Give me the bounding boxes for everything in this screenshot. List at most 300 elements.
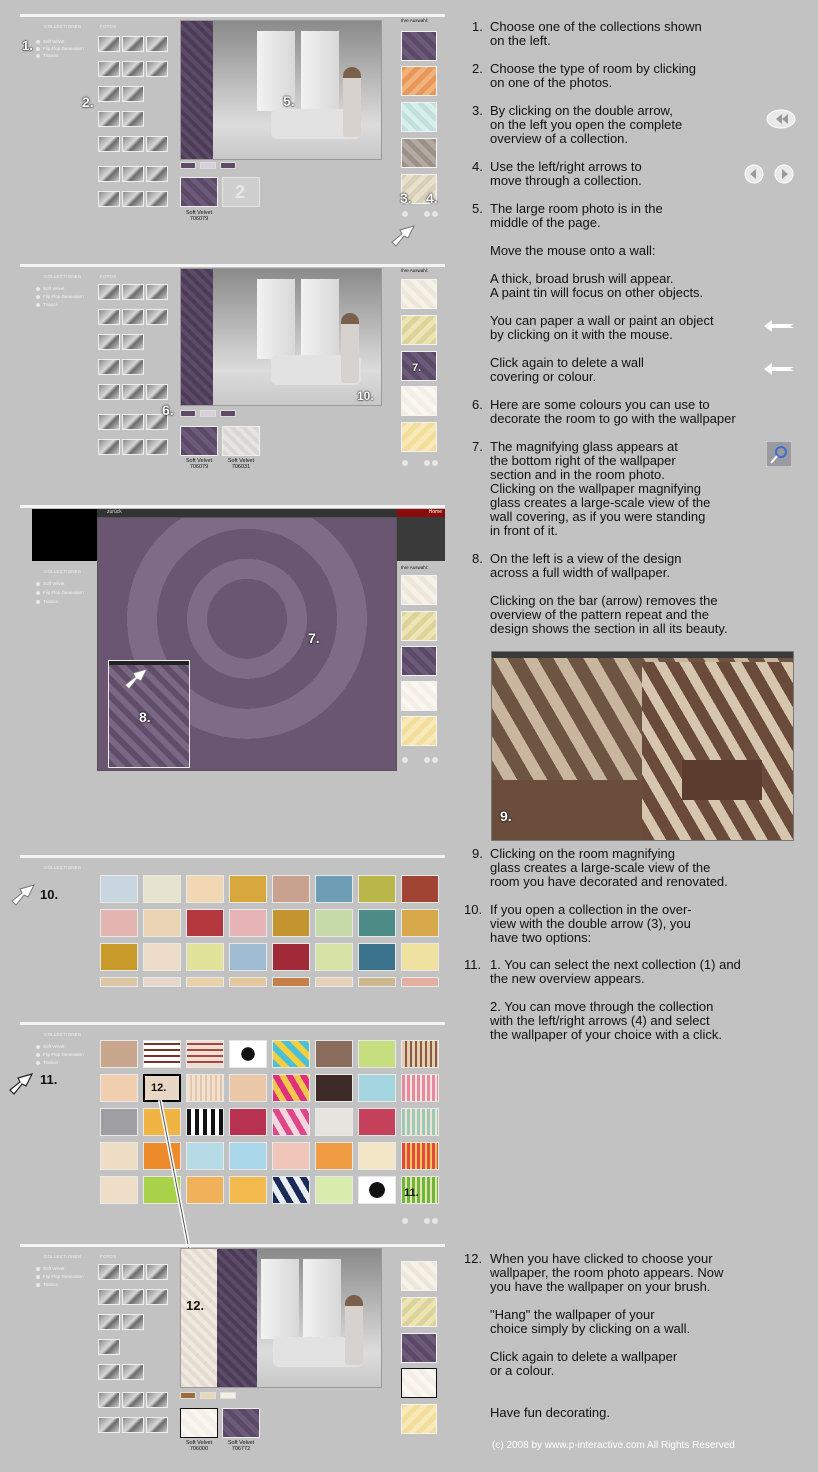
room-thumbnail[interactable] [98, 36, 120, 52]
collection-swatch[interactable] [401, 422, 437, 452]
overview-bar[interactable] [109, 661, 189, 665]
your-selection-header: Ihre Auswahl: [401, 18, 429, 23]
wallpaper-tile[interactable] [315, 943, 353, 971]
nav-item-trianon[interactable]: Trianon [36, 1282, 58, 1287]
step-marker-4: 4. [426, 190, 438, 206]
nav-item-flip-flop[interactable]: Flip Flop Generation [36, 1274, 84, 1279]
room-thumbnail[interactable] [98, 1289, 120, 1305]
selected-wallpaper-swatch[interactable] [222, 426, 260, 456]
wallpaper-wall[interactable] [181, 1249, 217, 1387]
selected-wallpaper-swatch[interactable] [180, 1408, 218, 1438]
swatch-name: Soft Velvet [227, 1440, 255, 1446]
instruction-number: 5. [472, 201, 483, 216]
collection-swatch[interactable] [401, 681, 437, 711]
room-thumbnail[interactable] [122, 86, 144, 102]
collection-swatch[interactable] [401, 31, 437, 61]
room-thumbnail[interactable] [122, 136, 144, 152]
wallpaper-tile[interactable] [401, 875, 439, 903]
room-thumbnail[interactable] [122, 191, 144, 207]
wallpaper-tile[interactable] [401, 943, 439, 971]
step-marker-12: 12. [186, 1298, 205, 1313]
room-thumbnail[interactable] [98, 359, 120, 375]
room-thumbnail[interactable] [122, 111, 144, 127]
wallpaper-tile[interactable] [272, 1176, 310, 1204]
top-rule [20, 1244, 445, 1247]
swatch-name: Soft Velvet [185, 1440, 213, 1446]
swatch-caption [180, 458, 218, 470]
instruction-number: 3. [472, 103, 483, 118]
wallpaper-tile[interactable] [315, 909, 353, 937]
wallpaper-tile[interactable] [100, 1040, 138, 1068]
room-thumbnail[interactable] [146, 1264, 168, 1280]
room-thumbnail[interactable] [146, 191, 168, 207]
arrow-left-icon[interactable] [424, 757, 430, 763]
instruction-number: 8. [472, 551, 483, 566]
instruction-text: By clicking on the double arrow, on the left you open the complete overview of a collection. [490, 103, 683, 146]
empty-swatch-slot [222, 177, 260, 207]
wallpaper-tile[interactable] [100, 1176, 138, 1204]
instruction-number: 7. [472, 439, 483, 454]
room-thumbnail[interactable] [146, 384, 168, 400]
color-chip[interactable] [180, 162, 196, 169]
step-marker-5: 5. [283, 93, 295, 109]
wallpaper-tile[interactable] [143, 909, 181, 937]
swatch-caption [180, 1440, 218, 1452]
wallpaper-tile[interactable] [100, 1074, 138, 1102]
room-thumbnail[interactable] [122, 1392, 144, 1408]
double-arrow-left-icon [766, 109, 796, 129]
pointer-hand-icon [123, 667, 151, 691]
wallpaper-tile[interactable] [315, 1176, 353, 1204]
photos-header: FOTOS [100, 1254, 117, 1259]
room-thumbnail[interactable] [98, 1264, 120, 1280]
top-rule [20, 1022, 445, 1025]
wallpaper-tile[interactable] [401, 909, 439, 937]
nav-item-trianon[interactable]: Trianon [36, 53, 58, 58]
wallpaper-tile[interactable] [186, 875, 224, 903]
wallpaper-tile[interactable] [358, 909, 396, 937]
collection-swatch[interactable] [401, 716, 437, 746]
wallpaper-tile[interactable] [358, 1040, 396, 1068]
wallpaper-tile[interactable] [401, 1142, 439, 1170]
home-bar[interactable] [397, 509, 445, 517]
wallpaper-tile[interactable] [100, 909, 138, 937]
tutorial-screen-6 [20, 1244, 445, 1454]
room-thumbnail[interactable] [122, 439, 144, 455]
model-figure [343, 67, 361, 137]
room-photo[interactable] [180, 1248, 382, 1388]
nav-item-trianon[interactable]: Trianon [36, 599, 58, 604]
swatch-name: Soft Velvet [227, 458, 255, 464]
room-thumbnail[interactable] [98, 334, 120, 350]
tutorial-screen-3 [20, 505, 445, 773]
nav-item-flip-flop[interactable]: Flip Flop Generation [36, 590, 84, 595]
room-thumbnail[interactable] [98, 1392, 120, 1408]
decorated-room-photo [491, 651, 794, 841]
arrow-left-icon[interactable] [424, 1218, 430, 1224]
room-thumbnail[interactable] [122, 414, 144, 430]
double-arrow-left-icon[interactable] [402, 460, 408, 466]
collections-header: COLLECTIONEN [44, 274, 82, 279]
swatch-code: 706079 [189, 216, 209, 222]
step-marker-7: 7. [412, 362, 422, 374]
room-thumbnail[interactable] [122, 1314, 144, 1330]
swatch-caption [180, 210, 218, 222]
room-thumbnail[interactable] [122, 1289, 144, 1305]
room-thumbnail[interactable] [146, 61, 168, 77]
room-thumbnail[interactable] [146, 36, 168, 52]
color-chip[interactable] [220, 162, 236, 169]
instruction-12-fun: Have fun decorating. [490, 1405, 610, 1420]
double-arrow-left-icon[interactable] [402, 211, 408, 217]
instruction-number: 2. [472, 61, 483, 76]
tutorial-screen-5 [20, 1022, 445, 1230]
wallpaper-tile[interactable] [229, 1040, 267, 1068]
wallpaper-tile[interactable] [315, 1040, 353, 1068]
room-thumbnail[interactable] [146, 1417, 168, 1433]
room-thumbnail[interactable] [98, 136, 120, 152]
placeholder-number: 2 [235, 182, 246, 202]
step-marker-11: 11. [404, 1187, 419, 1199]
instruction-8-bar: Clicking on the bar (arrow) removes the overview of the pattern repeat and the design shows the section in all its beauty. [490, 593, 728, 636]
instruction-number: 1. [472, 19, 483, 34]
arrow-left-icon [743, 163, 765, 185]
wallpaper-tile[interactable] [143, 977, 181, 987]
swatch-code: 706031 [231, 464, 251, 470]
tutorial-screen-2 [20, 264, 445, 474]
wallpaper-tile[interactable] [401, 1108, 439, 1136]
room-thumbnail[interactable] [122, 166, 144, 182]
wallpaper-tile[interactable] [358, 875, 396, 903]
instruction-5-paper: You can paper a wall or paint an object by clicking on it with the mouse. [490, 313, 714, 342]
room-thumbnail[interactable] [98, 166, 120, 182]
nav-item-soft-velvet[interactable]: Soft Velvet [36, 286, 65, 291]
collection-swatch[interactable] [401, 66, 437, 96]
pointer-hand-icon [390, 224, 418, 248]
step-marker-7: 7. [308, 630, 320, 646]
nav-item-soft-velvet[interactable]: Soft Velvet [36, 39, 65, 44]
wallpaper-wall[interactable] [181, 21, 213, 159]
wallpaper-tile[interactable] [100, 943, 138, 971]
color-chip[interactable] [220, 1392, 236, 1399]
copyright-notice: (c) 2008 by www.p-interactive.com All Rights Reserved [492, 1440, 735, 1451]
wallpaper-tile[interactable] [229, 1074, 267, 1102]
room-thumbnail[interactable] [146, 309, 168, 325]
room-thumbnail[interactable] [146, 166, 168, 182]
step-marker-2: 2. [82, 94, 94, 110]
room-thumbnail[interactable] [146, 1392, 168, 1408]
wallpaper-tile[interactable] [401, 977, 439, 987]
instruction-12-hang: "Hang" the wallpaper of your choice simply by clicking on a wall. [490, 1307, 691, 1336]
photos-header: FOTOS [100, 24, 117, 29]
arrow-right-icon[interactable] [432, 1218, 438, 1224]
room-thumbnail[interactable] [146, 136, 168, 152]
nav-item-trianon[interactable]: Trianon [36, 302, 58, 307]
instruction-text: If you open a collection in the over- view with the double arrow (3), you have two options: [490, 902, 692, 945]
double-arrow-left-icon[interactable] [402, 1218, 408, 1224]
step-marker-12: 12. [151, 1082, 167, 1094]
pointer-hand-icon [8, 1072, 36, 1096]
wallpaper-tile[interactable] [272, 1074, 310, 1102]
nav-item-soft-velvet[interactable]: Soft Velvet [36, 1266, 65, 1271]
step-marker-6: 6. [162, 402, 174, 418]
room-thumbnail[interactable] [122, 1264, 144, 1280]
color-chip[interactable] [200, 162, 216, 169]
collection-swatch[interactable] [401, 1368, 437, 1398]
step-marker-1: 1. [22, 38, 33, 53]
swatch-code: 706079 [189, 464, 209, 470]
photo-header-bar [492, 652, 793, 658]
wallpaper-tile[interactable] [315, 875, 353, 903]
wallpaper-tile[interactable] [315, 1074, 353, 1102]
instruction-number: 9. [472, 846, 483, 861]
wallpaper-tile[interactable] [272, 875, 310, 903]
room-thumbnail[interactable] [98, 1417, 120, 1433]
top-rule [20, 264, 445, 267]
room-thumbnail[interactable] [122, 61, 144, 77]
wallpaper-tile[interactable] [186, 1040, 224, 1068]
collections-header: COLLECTIONEN [44, 24, 82, 29]
wallpaper-tile[interactable] [358, 1176, 396, 1204]
your-selection-header: Ihre Auswahl: [401, 268, 429, 273]
selected-wallpaper-swatch[interactable] [222, 1408, 260, 1438]
window [301, 279, 339, 359]
swatch-code: 706000 [189, 1446, 209, 1452]
wallpaper-tile[interactable] [229, 1142, 267, 1170]
tutorial-screen-1 [20, 14, 445, 249]
swatch-caption [222, 1440, 260, 1452]
room-thumbnail[interactable] [98, 284, 120, 300]
room-thumbnail[interactable] [98, 309, 120, 325]
room-thumbnail[interactable] [98, 439, 120, 455]
collection-swatch[interactable] [401, 102, 437, 132]
color-chip[interactable] [200, 1392, 216, 1399]
room-thumbnail[interactable] [122, 1417, 144, 1433]
wallpaper-tile[interactable] [272, 1142, 310, 1170]
collection-swatch[interactable] [401, 315, 437, 345]
wallpaper-tile[interactable] [401, 1074, 439, 1102]
wallpaper-tile[interactable] [186, 977, 224, 987]
bed [492, 780, 642, 840]
instruction-text: Choose one of the collections shown on the left. [490, 19, 702, 48]
room-thumbnail[interactable] [98, 1364, 120, 1380]
wallpaper-tile[interactable] [229, 1108, 267, 1136]
instruction-11-option-2: 2. You can move through the collection with the left/right arrows (4) and select the wallpaper of your choice with a click. [490, 999, 722, 1042]
room-thumbnail[interactable] [122, 309, 144, 325]
instruction-text: Choose the type of room by clicking on one of the photos. [490, 61, 696, 90]
room-thumbnail[interactable] [98, 111, 120, 127]
nav-item-trianon[interactable]: Trianon [36, 1060, 58, 1065]
pointer-hand-icon [10, 883, 38, 907]
model-figure [345, 1295, 363, 1365]
wallpaper-tile[interactable] [315, 1142, 353, 1170]
arrow-right-icon[interactable] [432, 757, 438, 763]
top-rule [20, 505, 445, 508]
top-rule [20, 855, 445, 858]
room-thumbnail[interactable] [98, 86, 120, 102]
instruction-5-delete: Click again to delete a wall covering or colour. [490, 355, 644, 384]
brush-icon [762, 361, 796, 377]
wallpaper-tile[interactable] [143, 943, 181, 971]
instruction-number: 12. [464, 1251, 483, 1266]
arrow-right-icon [773, 163, 795, 185]
collections-header: COLLECTIONEN [44, 1032, 82, 1037]
room-thumbnail[interactable] [98, 191, 120, 207]
collection-swatch[interactable] [401, 611, 437, 641]
large-wallpaper-view[interactable] [97, 517, 397, 771]
your-selection-header: Ihre Auswahl: [401, 565, 429, 570]
nav-item-flip-flop[interactable]: Flip Flop Generation [36, 46, 84, 51]
room-photo[interactable] [180, 20, 382, 160]
nav-item-flip-flop[interactable]: Flip Flop Generation [36, 1052, 84, 1057]
room-photo[interactable] [180, 268, 382, 406]
wallpaper-tile[interactable] [315, 977, 353, 987]
step-marker-10: 10. [40, 887, 59, 902]
wallpaper-tile[interactable] [358, 977, 396, 987]
instruction-number: 6. [472, 397, 483, 412]
collection-swatch[interactable] [401, 646, 437, 676]
swatch-caption [222, 458, 260, 470]
wallpaper-wall[interactable] [181, 269, 213, 405]
room-thumbnail[interactable] [122, 36, 144, 52]
arrow-right-icon[interactable] [432, 211, 438, 217]
home-link[interactable]: Home [428, 509, 442, 515]
header-black-block [32, 509, 97, 561]
wallpaper-tile[interactable] [401, 1040, 439, 1068]
instruction-text: Here are some colours you can use to decorate the room to go with the wallpaper [490, 397, 736, 426]
wallpaper-tile[interactable] [229, 1176, 267, 1204]
room-thumbnail[interactable] [146, 284, 168, 300]
wallpaper-tile[interactable] [100, 1142, 138, 1170]
collection-swatch[interactable] [401, 1333, 437, 1363]
wallpaper-tile[interactable] [143, 1040, 181, 1068]
window [303, 1259, 341, 1339]
wallpaper-tile[interactable] [401, 1176, 439, 1204]
wallpaper-tile[interactable] [315, 1108, 353, 1136]
step-marker-10: 10. [357, 389, 374, 403]
window [301, 31, 339, 111]
wallpaper-wall[interactable] [217, 1249, 257, 1387]
window [257, 279, 295, 359]
collection-swatch[interactable] [401, 386, 437, 416]
tutorial-screen-4 [20, 855, 445, 990]
pattern-repeat-overview[interactable] [108, 660, 190, 768]
collection-swatch[interactable] [401, 1261, 437, 1291]
room-thumbnail[interactable] [122, 384, 144, 400]
room-thumbnail[interactable] [122, 334, 144, 350]
wallpaper-tile[interactable] [100, 1108, 138, 1136]
back-bar-label: zurück [107, 509, 122, 515]
selected-wallpaper-swatch[interactable] [180, 426, 218, 456]
swatch-name: Soft Velvet [185, 458, 213, 464]
collection-swatch[interactable] [401, 138, 437, 168]
top-rule [20, 14, 445, 17]
wallpaper-wall [642, 662, 794, 841]
wallpaper-tile[interactable] [229, 909, 267, 937]
step-marker-8: 8. [139, 709, 151, 725]
collections-header: COLLECTIONEN [44, 569, 82, 574]
instruction-5-brush: A thick, broad brush will appear. A paint tin will focus on other objects. [490, 271, 704, 300]
nav-item-flip-flop[interactable]: Flip Flop Generation [36, 294, 84, 299]
collections-header: COLLECTIONEN [44, 865, 82, 870]
wallpaper-tile[interactable] [100, 875, 138, 903]
instruction-12-delete: Click again to delete a wallpaper or a colour. [490, 1349, 678, 1378]
instruction-number: 11. [464, 957, 482, 972]
wallpaper-tile[interactable] [358, 1142, 396, 1170]
room-thumbnail[interactable] [122, 284, 144, 300]
collections-header: COLLECTIONEN [44, 1254, 82, 1259]
arrow-left-icon[interactable] [424, 211, 430, 217]
color-chip[interactable] [200, 410, 216, 417]
instruction-text: Clicking on the room magnifying glass creates a large-scale view of the room you have decorated and renovated. [490, 846, 728, 889]
double-arrow-left-icon[interactable] [402, 757, 408, 763]
wallpaper-tile[interactable] [229, 875, 267, 903]
room-thumbnail[interactable] [98, 1314, 120, 1330]
room-thumbnail[interactable] [98, 414, 120, 430]
swatch-name: Soft Velvet [185, 210, 213, 216]
room-thumbnail[interactable] [98, 1339, 120, 1355]
armchair [682, 760, 762, 800]
wallpaper-tile[interactable] [272, 1108, 310, 1136]
header-photo [397, 509, 445, 561]
collection-swatch[interactable] [401, 279, 437, 309]
wallpaper-tile[interactable] [272, 1040, 310, 1068]
wallpaper-tile[interactable] [229, 977, 267, 987]
instruction-5-move-mouse: Move the mouse onto a wall: [490, 243, 656, 258]
collection-swatch[interactable] [401, 1404, 437, 1434]
wallpaper-tile[interactable] [272, 943, 310, 971]
room-thumbnail[interactable] [122, 359, 144, 375]
instruction-text: On the left is a view of the design across a full width of wallpaper. [490, 551, 682, 580]
wallpaper-tile[interactable] [358, 1108, 396, 1136]
nav-item-soft-velvet[interactable]: Soft Velvet [36, 581, 65, 586]
color-chip[interactable] [180, 410, 196, 417]
collection-swatch[interactable] [401, 1297, 437, 1327]
wallpaper-tile[interactable] [100, 977, 138, 987]
wallpaper-tile[interactable] [229, 943, 267, 971]
back-bar[interactable] [97, 509, 397, 517]
room-thumbnail[interactable] [146, 439, 168, 455]
room-thumbnail[interactable] [122, 1364, 144, 1380]
swatch-code: 706772 [231, 1446, 251, 1452]
nav-item-soft-velvet[interactable]: Soft Velvet [36, 1044, 65, 1049]
instruction-text: Use the left/right arrows to move through a collection. [490, 159, 642, 188]
wallpaper-tile[interactable] [272, 977, 310, 987]
instruction-text: The magnifying glass appears at the bottom right of the wallpaper section and in the room photo. Clicking on the wallpaper magnifying glass creates a large-scale view of the wall covering, as if you were standing in front of it. [490, 439, 711, 538]
collection-swatch[interactable] [401, 351, 437, 381]
selected-wallpaper-swatch[interactable] [180, 177, 218, 207]
wallpaper-tile[interactable] [143, 875, 181, 903]
wallpaper-tile[interactable] [186, 943, 224, 971]
arrow-left-icon[interactable] [424, 460, 430, 466]
room-thumbnail[interactable] [146, 1289, 168, 1305]
wallpaper-tile[interactable] [358, 1074, 396, 1102]
collection-swatch[interactable] [401, 575, 437, 605]
wallpaper-tile[interactable] [272, 909, 310, 937]
room-thumbnail[interactable] [98, 384, 120, 400]
wallpaper-tile[interactable] [358, 943, 396, 971]
color-chip[interactable] [220, 410, 236, 417]
instruction-text: When you have clicked to choose your wallpaper, the room photo appears. Now you have the wallpaper on your brush. [490, 1251, 724, 1294]
instruction-text: The large room photo is in the middle of the page. [490, 201, 663, 230]
step-marker-3: 3. [400, 190, 412, 206]
color-chip[interactable] [180, 1392, 196, 1399]
room-thumbnail[interactable] [98, 61, 120, 77]
arrow-right-icon[interactable] [432, 460, 438, 466]
instruction-text: 1. You can select the next collection (1) and the new overview appears. [490, 957, 741, 986]
wallpaper-tile[interactable] [186, 909, 224, 937]
photos-header: FOTOS [100, 274, 117, 279]
